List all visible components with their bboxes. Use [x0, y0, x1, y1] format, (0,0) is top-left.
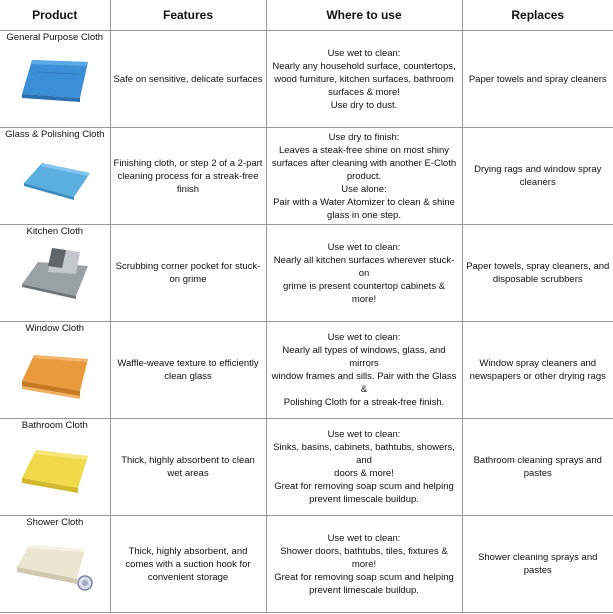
where-line: Pair with a Water Atomizer to clean & shine [273, 196, 455, 208]
cream-shower-cloth-image [13, 535, 97, 595]
table-row [0, 31, 613, 128]
header-where-to-use: Where to use [266, 0, 462, 31]
where-cell [266, 516, 462, 613]
product-cell [0, 516, 110, 613]
where-line: window frames and sills. Pair with the Glass & [271, 371, 457, 395]
replaces-cell: Shower cleaning sprays and pastes [462, 516, 613, 613]
where-line: Sinks, basins, cabinets, bathtubs, showers, and [273, 442, 455, 466]
where-line: Nearly all types of windows, glass, and mirrors [282, 345, 446, 369]
product-cell [0, 322, 110, 419]
product-cell [0, 128, 110, 225]
replaces-cell: Paper towels, spray cleaners, and disposable scrubbers [462, 225, 613, 322]
product-name: Shower Cloth [26, 517, 84, 528]
replaces-cell: Window spray cleaners and newspapers or other drying rags [462, 322, 613, 419]
where-line: glass in one step. [327, 209, 401, 221]
where-line: prevent limescale buildup. [309, 584, 419, 596]
product-name: Bathroom Cloth [21, 420, 88, 431]
where-line: Great for removing soap scum and helping [274, 481, 454, 492]
where-line: Polishing Cloth for a streak-free finish. [283, 397, 445, 408]
where-line: surfaces & more! [328, 86, 400, 98]
yellow-bathroom-cloth-image [18, 438, 92, 498]
product-name: Kitchen Cloth [26, 226, 83, 237]
where-line: Use wet to clean: [327, 47, 401, 59]
orange-window-cloth-image [18, 341, 92, 401]
where-line: grime is present countertop cabinets & more! [282, 280, 446, 305]
header-features: Features [110, 0, 266, 31]
table-row [0, 225, 613, 322]
product-cell [0, 31, 110, 128]
table-row [0, 516, 613, 613]
where-line: Use wet to clean: [327, 532, 401, 544]
where-line: surfaces after cleaning with another E-Cloth [271, 157, 457, 169]
where-cell [266, 419, 462, 516]
where-line: Shower doors, bathtubs, tiles, fixtures & more! [280, 545, 448, 570]
table-row [0, 128, 613, 225]
where-line: Use dry to dust. [330, 99, 398, 111]
features-cell: Safe on sensitive, delicate surfaces [110, 31, 266, 128]
product-name: Window Cloth [25, 323, 85, 334]
where-line: Use wet to clean: [327, 332, 401, 343]
where-cell [266, 31, 462, 128]
where-cell [266, 128, 462, 225]
where-line: doors & more! [334, 468, 394, 479]
light-blue-polishing-cloth-image [18, 147, 92, 201]
table-row [0, 419, 613, 516]
where-line: Nearly any household surface, countertops, [272, 60, 456, 72]
features-cell: Scrubbing corner pocket for stuck-on grime [110, 225, 266, 322]
where-line: Use wet to clean: [327, 241, 401, 253]
where-cell [266, 225, 462, 322]
where-line: Nearly all kitchen surfaces wherever stuck-on [273, 254, 455, 279]
where-line: Great for removing soap scum and helping [274, 571, 454, 583]
replaces-cell: Bathroom cleaning sprays and pastes [462, 419, 613, 516]
where-cell [266, 322, 462, 419]
features-cell: Finishing cloth, or step 2 of a 2-part cleaning process for a streak-free finish [110, 128, 266, 225]
where-line: Use alone: [341, 183, 387, 195]
replaces-cell: Paper towels and spray cleaners [462, 31, 613, 128]
where-line: prevent limescale buildup. [309, 494, 419, 505]
header-product: Product [0, 0, 110, 31]
header-row [0, 0, 613, 31]
features-cell: Waffle-weave texture to efficiently clean glass [110, 322, 266, 419]
features-cell: Thick, highly absorbent to clean wet areas [110, 419, 266, 516]
where-line: Leaves a steak-free shine on most shiny [278, 144, 450, 156]
features-cell: Thick, highly absorbent, and comes with a suction hook for convenient storage [110, 516, 266, 613]
product-name: General Purpose Cloth [6, 32, 104, 43]
product-cell [0, 419, 110, 516]
where-line: Use wet to clean: [327, 429, 401, 440]
blue-microfiber-cloth-image [18, 50, 92, 104]
where-line: wood furniture, kitchen surfaces, bathroom [274, 73, 454, 85]
product-cell [0, 225, 110, 322]
gray-kitchen-cloth-image [18, 244, 92, 304]
where-line: product. [346, 170, 382, 182]
header-replaces: Replaces [462, 0, 613, 31]
replaces-cell: Drying rags and window spray cleaners [462, 128, 613, 225]
product-name: Glass & Polishing Cloth [5, 129, 105, 140]
where-line: Use dry to finish: [328, 131, 400, 143]
table-row [0, 322, 613, 419]
